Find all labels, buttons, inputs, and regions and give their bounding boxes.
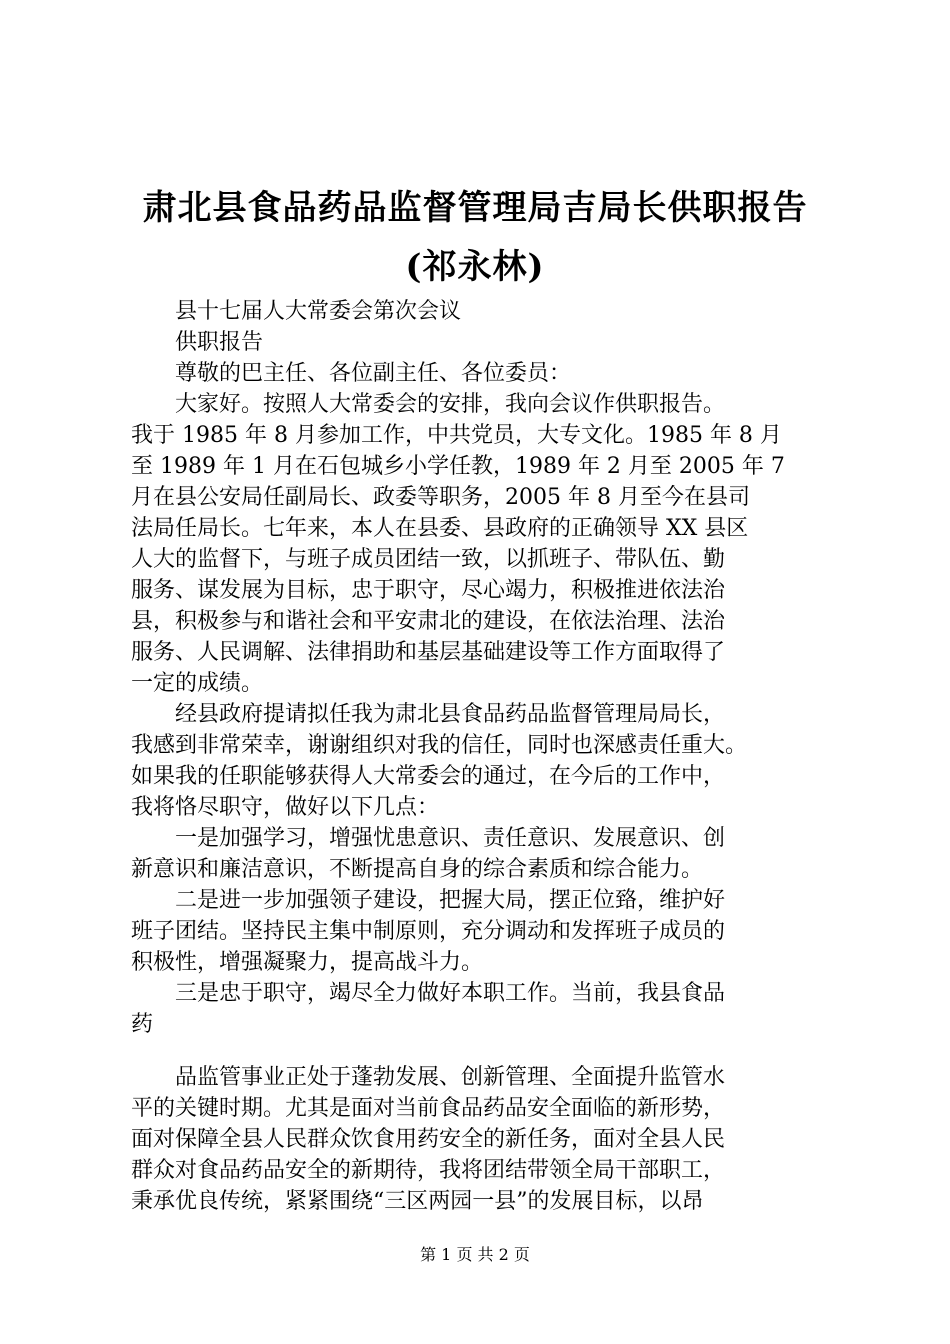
body-line: 经县政府提请拟任我为肃北县食品药品监督管理局局长， [131,702,726,727]
body-line: 我于 1985 年 8 月参加工作，中共党员，大专文化。1985 年 8 月 [131,423,782,448]
body-line: 新意识和廉洁意识，不断提高自身的综合素质和综合能力。 [131,857,704,882]
body-line: 尊敬的巴主任、各位副主任、各位委员： [131,361,572,386]
body-line: 我感到非常荣幸，谢谢组织对我的信任，同时也深感责任重大。 [131,733,748,758]
body-line: 服务、人民调解、法律捐助和基层基础建设等工作方面取得了 [131,640,726,665]
body-line: 服务、谋发展为目标，忠于职守，尽心竭力，积极推进依法治 [131,578,726,603]
body-line: 平的关键时期。尤其是面对当前食品药品安全面临的新形势， [131,1096,726,1121]
body-line: 药 [131,1012,154,1037]
body-line: 一是加强学习，增强忧患意识、责任意识、发展意识、创 [131,826,726,851]
body-line: 积极性，增强凝聚力，提高战斗力。 [131,950,484,975]
body-line: 如果我的任职能够获得人大常委会的通过，在今后的工作中， [131,764,726,789]
body-line: 县十七届人大常委会第次会议 [131,299,462,324]
body-line: 供职报告 [131,330,264,355]
body-line: 人大的监督下，与班子成员团结一致，以抓班子、带队伍、勤 [131,547,726,572]
document-title: 肃北县食品药品监督管理局吉局长供职报告 [142,188,808,228]
page-footer: 第 1 页 共 2 页 [420,1245,530,1264]
body-line: 品监管事业正处于蓬勃发展、创新管理、全面提升监管水 [131,1065,726,1090]
body-line: 法局任局长。七年来，本人在县委、县政府的正确领导 XX 县区 [131,516,749,541]
body-line: 群众对食品药品安全的新期待，我将团结带领全局干部职工， [131,1158,726,1183]
body-line: 班子团结。坚持民主集中制原则，充分调动和发挥班子成员的 [131,919,726,944]
document-subtitle: (祁永林) [405,247,545,287]
body-line: 面对保障全县人民群众饮食用药安全的新任务，面对全县人民 [131,1127,726,1152]
document-body [131,296,839,1217]
body-line: 月在县公安局任副局长、政委等职务，2005 年 8 月至今在县司 [131,485,750,510]
body-line: 秉承优良传统，紧紧围绕“三区两园一县”的发展目标，以昂 [131,1189,704,1214]
body-line: 三是忠于职守，竭尽全力做好本职工作。当前，我县食品 [131,981,726,1006]
body-line: 县，积极参与和谐社会和平安肃北的建设，在依法治理、法治 [131,609,726,634]
body-line: 至 1989 年 1 月在石包城乡小学任教，1989 年 2 月至 2005 年 7 [131,454,785,479]
body-line: 我将恪尽职守，做好以下几点： [131,795,440,820]
body-line: 大家好。按照人大常委会的安排，我向会议作供职报告。 [131,392,726,417]
body-line: 二是进一步加强领子建设，把握大局，摆正位臵，维护好 [131,888,726,913]
paragraph-gap [131,1040,839,1062]
body-line: 一定的成绩。 [131,671,264,696]
